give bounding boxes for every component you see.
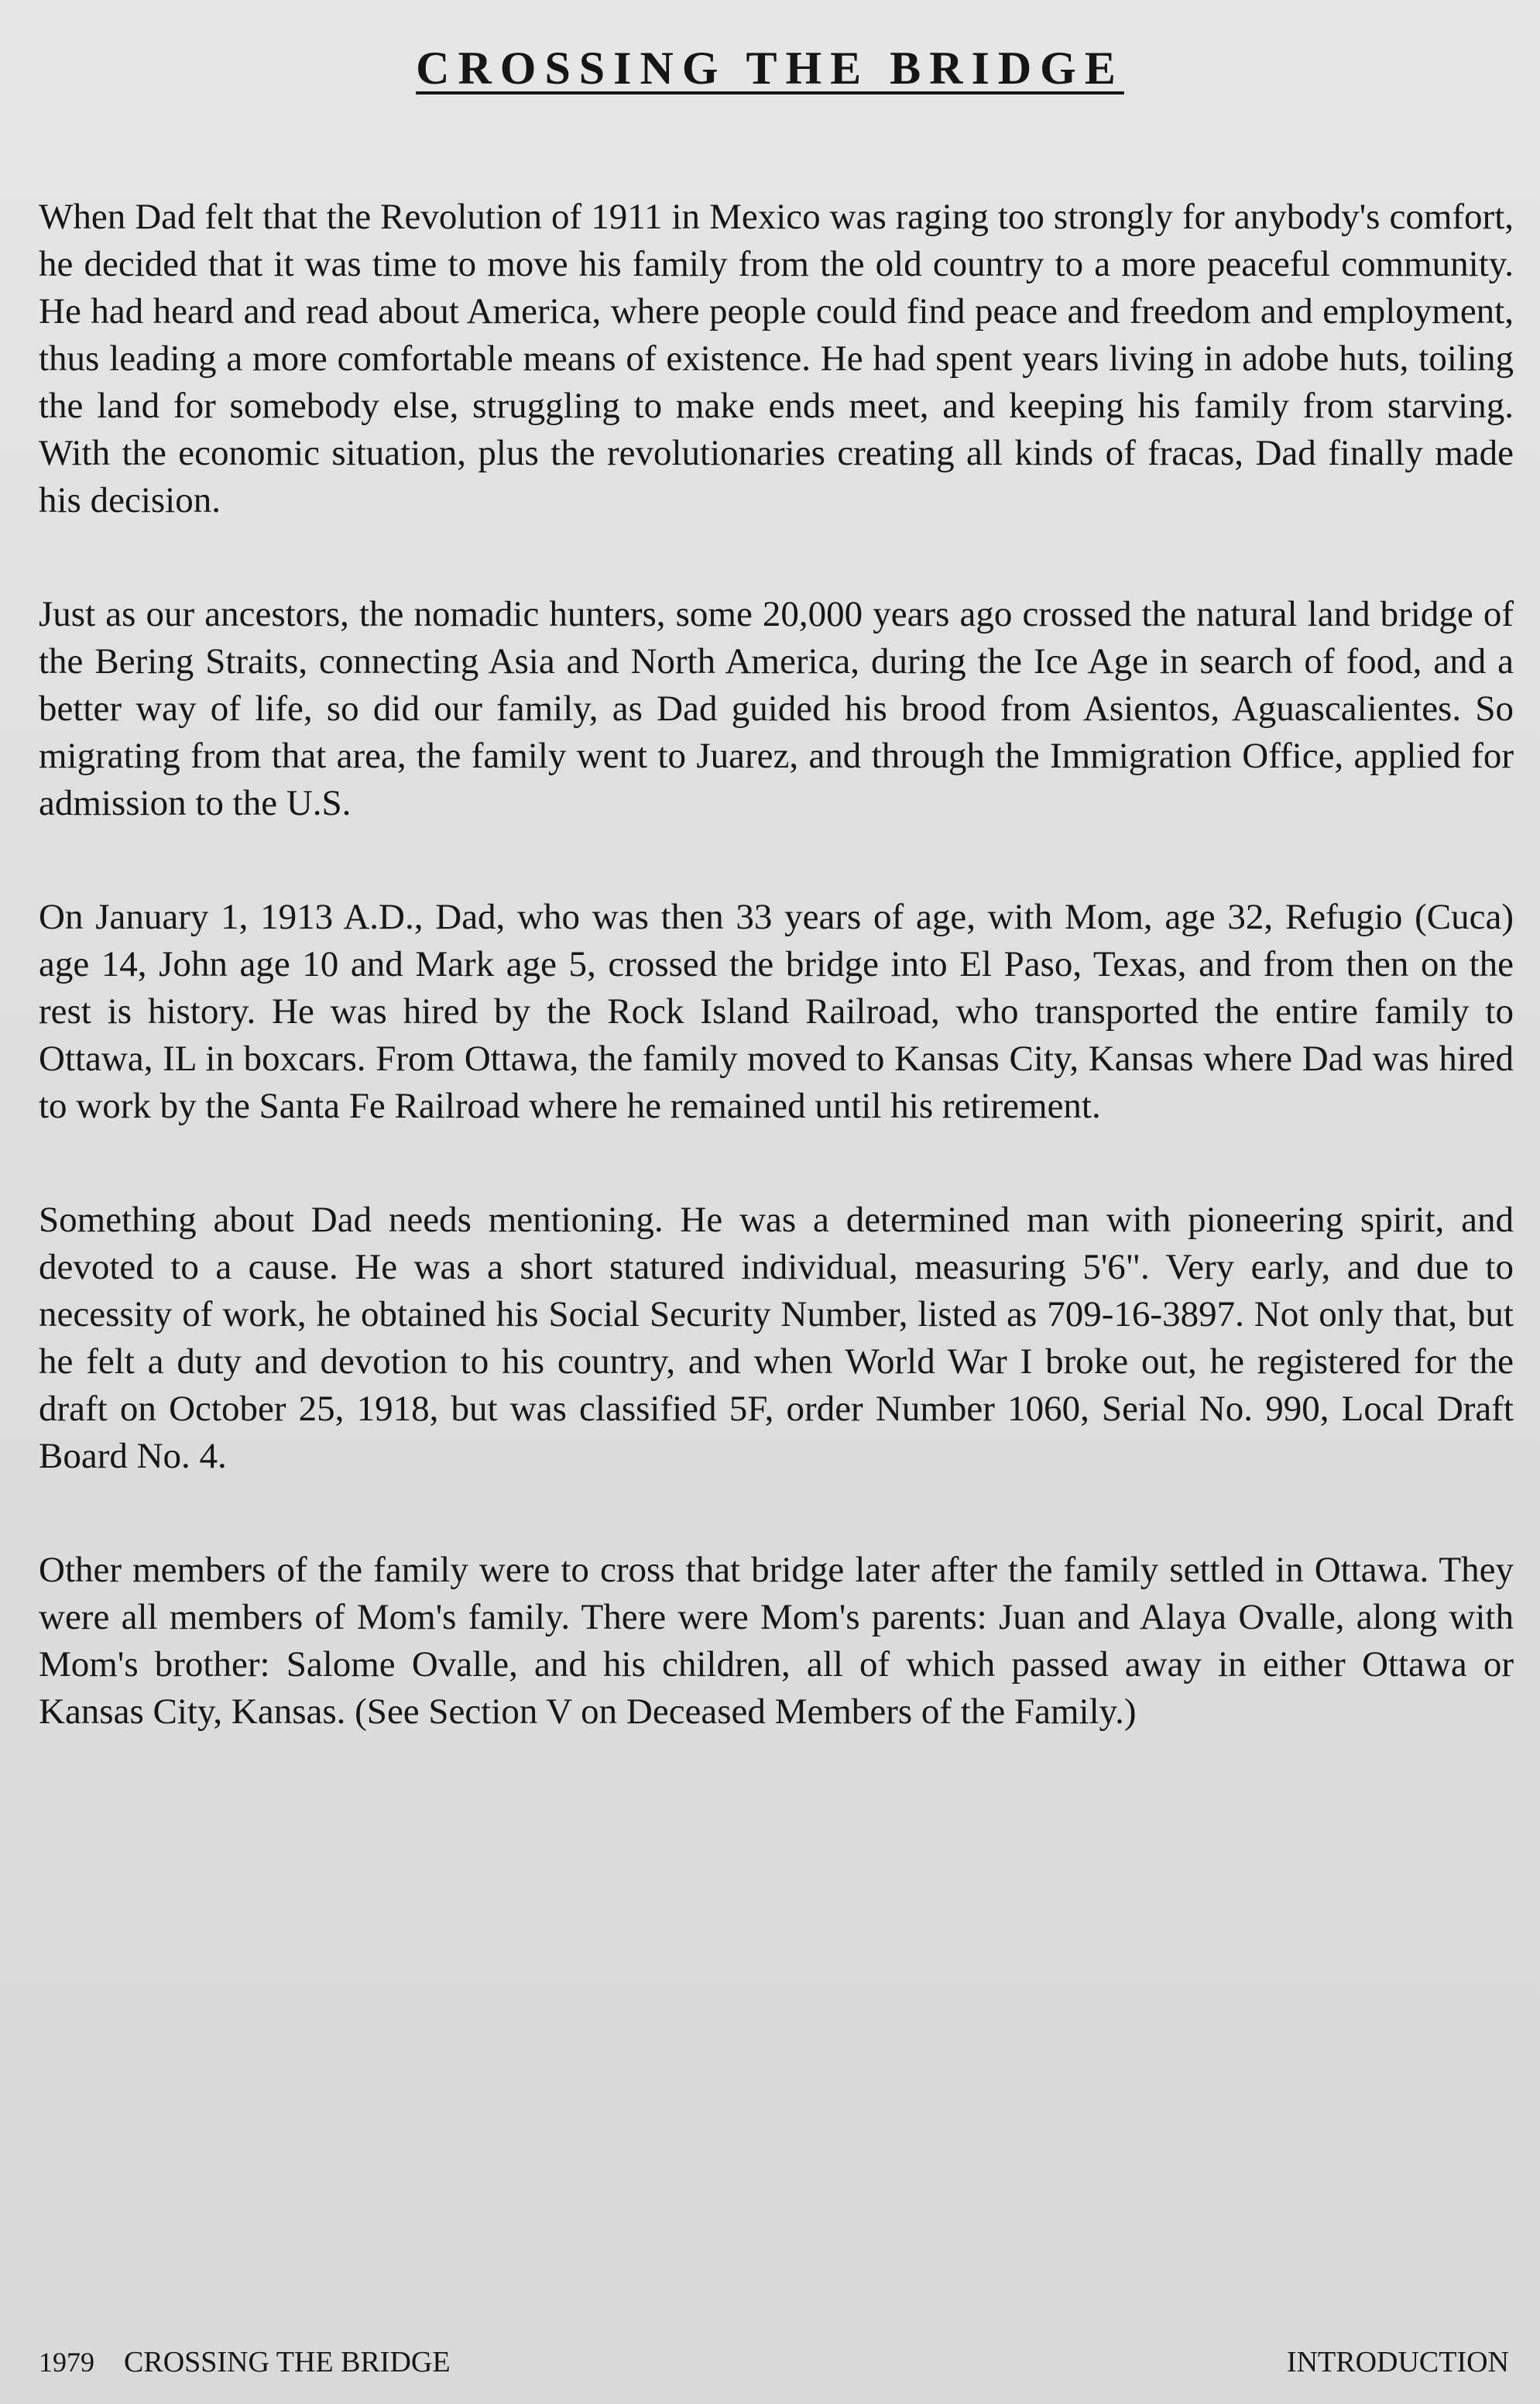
paragraph-crossing: On January 1, 1913 A.D., Dad, who was then 33 years of age, with Mom, age 32, Refugio (Cuca) age 14, John age 10 and Mark age 5, crossed the bridge into El Paso, Texas, and from then on the rest is history. He was hired by the Rock Island Railroad, who transported the entire family to Ottawa, IL in boxcars. From Ottawa, the family moved to Kansas City, Kansas where Dad was hired to work by the Santa Fe Railroad where he remained until his retirement. [39, 897, 1514, 1126]
paragraph-other-members: Other members of the family were to cross that bridge later after the family settled in Ottawa. They were all members of Mom's family. There were Mom's parents: Juan and Alaya Ovalle, along with Mom's brother: Salome Ovalle, and his children, all of which passed away in either Ottawa or Kansas City, Kansas. (See Section V on Deceased Members of the Family.) [39, 1550, 1514, 1732]
paragraph-about-dad: Something about Dad needs mentioning. He was a determined man with pioneering spirit, and devoted to a cause. He was a short statured individual, measuring 5'6". Very early, and due to necessity of work, he obtained his Social Security Number, listed as 709-16-3897. Not only that, but he felt a duty and devotion to his country, and when World War I broke out, he registered for the draft on October 25, 1918, but was classified 5F, order Number 1060, Serial No. 990, Local Draft Board No. 4. [39, 1200, 1514, 1476]
footer-year: 1979 [39, 2347, 94, 2378]
paragraph-ancestors: Just as our ancestors, the nomadic hunters, some 20,000 years ago crossed the natural land bridge of the Bering Straits, connecting Asia and North America, during the Ice Age in search of food, and a better way of life, so did our family, as Dad guided his brood from Asientos, Aguascalientes. So migrating from that area, the family went to Juarez, and through the Immigration Office, applied for admission to the U.S. [39, 594, 1514, 823]
page-title-text: CROSSING THE BRIDGE [416, 43, 1124, 94]
footer-chapter-title: INTRODUCTION [1286, 2346, 1509, 2378]
page-title [0, 40, 1540, 96]
body-text [39, 194, 1514, 1802]
paragraph-revolution: When Dad felt that the Revolution of 1911 in Mexico was raging too strongly for anybody's comfort, he decided that it was time to move his family from the old country to a more peaceful community. He had heard and read about America, where people could find peace and freedom and employment, thus leading a more comfortable means of existence. He had spent years living in adobe huts, toiling the land for somebody else, struggling to make ends meet, and keeping his family from starving. With the economic situation, plus the revolutionaries creating all kinds of fracas, Dad finally made his decision. [39, 197, 1514, 520]
page-footer [39, 2345, 1509, 2392]
footer-left [39, 2345, 451, 2379]
footer-section-title: CROSSING THE BRIDGE [124, 2346, 451, 2378]
